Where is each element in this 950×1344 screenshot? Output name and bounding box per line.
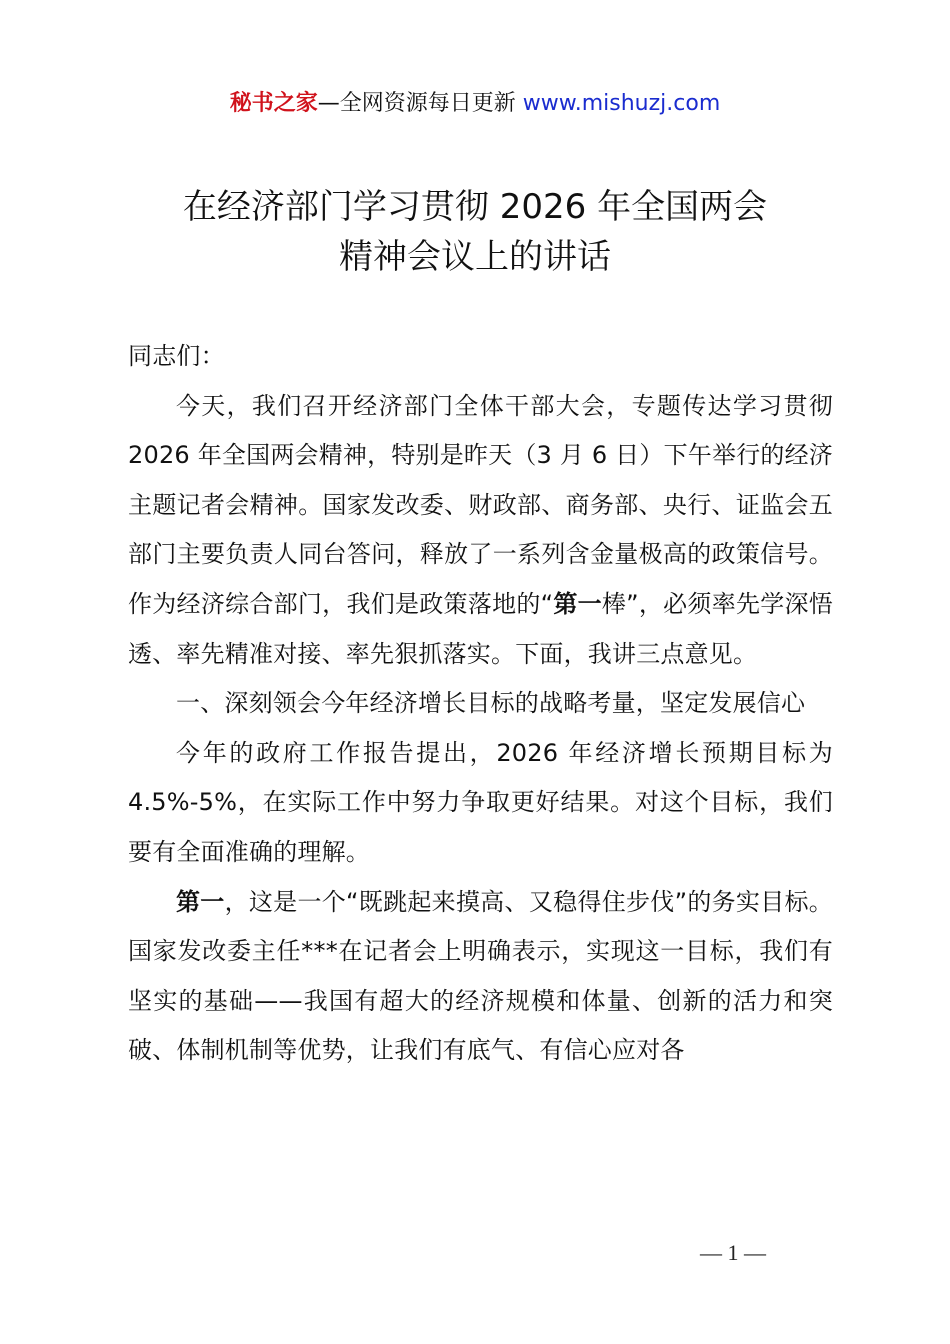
paragraph-target: 今年的政府工作报告提出，2026 年经济增长预期目标为 4.5%-5%，在实际工作中努力争取更好结果。对这个目标，我们要有全面准确的理解。 <box>128 738 833 866</box>
document-body <box>128 332 833 1076</box>
banner-tagline: —全网资源每日更新 <box>317 91 523 116</box>
first-point-label: 第一 <box>176 887 225 916</box>
page-number: — 1 — <box>700 1240 766 1265</box>
document-title <box>0 182 950 282</box>
paragraph-intro-text-a: 今天，我们召开经济部门全体干部大会，专题传达学习贯彻 2026 年全国两会精神，特别是昨天（3 月 6 日）下午举行的经济主题记者会精神。国家发改委、财政部、商务部、央行、证监会五部门主要负责人同台答问，释放了一系列含金量极高的政策信号。作为经济综合部门，我们是政策落地的“ <box>128 391 833 618</box>
title-line-1: 在经济部门学习贯彻 2026 年全国两会 <box>182 187 768 227</box>
site-banner <box>0 88 950 120</box>
section-heading-1: 一、深刻领会今年经济增长目标的战略考量，坚定发展信心 <box>176 689 806 718</box>
salutation: 同志们： <box>128 342 225 370</box>
paragraph-intro-bold: 第一 <box>553 589 602 618</box>
paragraph-intro-text-b: 棒”，必须率先学深悟透、率先精准对接、率先狠抓落实。下面，我讲三点意见。 <box>128 589 833 668</box>
paragraph-intro <box>128 382 833 680</box>
paragraph-first-point <box>128 878 833 1076</box>
first-point-text: ，这是一个“既跳起来摸高、又稳得住步伐”的务实目标。国家发改委主任***在记者会上明确表示，实现这一目标，我们有坚实的基础——我国有超大的经济规模和体量、创新的活力和突破、体制机制等优势，让我们有底气、有信心应对各 <box>128 887 833 1065</box>
title-line-2: 精神会议上的讲话 <box>339 237 611 277</box>
brand-name: 秘书之家 <box>229 91 318 116</box>
site-url-link[interactable]: www.mishuzj.com <box>522 91 721 116</box>
